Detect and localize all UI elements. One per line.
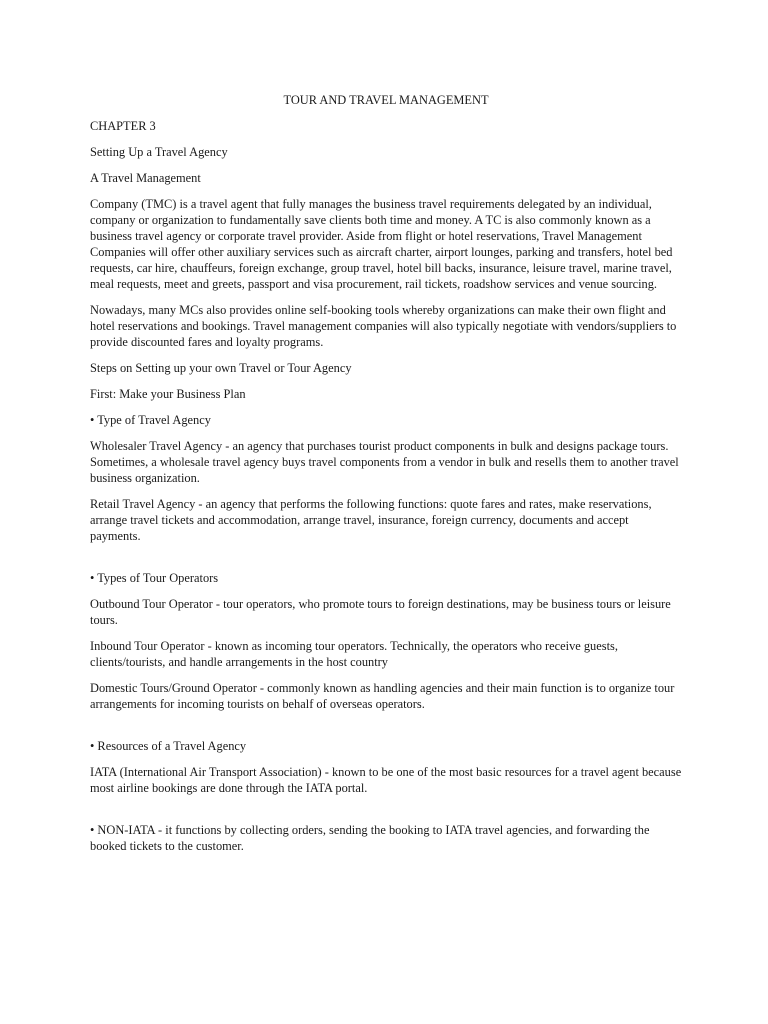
paragraph-iata: IATA (International Air Transport Association) - known to be one of the most basic resources for a travel agent because most airline bookings are done through the IATA portal. bbox=[90, 765, 682, 795]
first-step: First: Make your Business Plan bbox=[90, 387, 246, 401]
paragraph-wholesaler: Wholesaler Travel Agency - an agency that purchases tourist product components in bulk and designs package tours. Sometimes, a wholesale travel agency buys travel components from a vendor in bulk and resells them to another travel business organization. bbox=[90, 439, 679, 485]
bullet-tour-operators: • Types of Tour Operators bbox=[90, 571, 219, 585]
paragraph-nowadays: Nowadays, many MCs also provides online self-booking tools whereby organizations can make their own flight and hotel reservations and bookings. Travel management companies will also typically negotiate with vendors/suppliers to provide discounted fares and loyalty programs. bbox=[90, 303, 677, 349]
bullet-resources: • Resources of a Travel Agency bbox=[90, 739, 247, 753]
chapter-label: CHAPTER 3 bbox=[90, 119, 156, 133]
paragraph-non-iata: • NON-IATA - it functions by collecting orders, sending the booking to IATA travel agencies, and forwarding the booked tickets to the customer. bbox=[90, 823, 650, 853]
paragraph-domestic: Domestic Tours/Ground Operator - commonly known as handling agencies and their main function is to organize tour arrangements for incoming tourists on behalf of overseas operators. bbox=[90, 681, 675, 711]
section-heading: Setting Up a Travel Agency bbox=[90, 145, 228, 159]
document-title: TOUR AND TRAVEL MANAGEMENT bbox=[283, 93, 489, 107]
steps-heading: Steps on Setting up your own Travel or Tour Agency bbox=[90, 361, 352, 375]
spacer bbox=[90, 554, 682, 570]
paragraph-retail: Retail Travel Agency - an agency that performs the following functions: quote fares and rates, make reservations, arrange travel tickets and accommodation, arrange travel, insurance, foreign currency, documents and accept payments. bbox=[90, 497, 652, 543]
document-body bbox=[90, 92, 682, 864]
paragraph-inbound: Inbound Tour Operator - known as incoming tour operators. Technically, the operators who receive guests, clients/tourists, and handle arrangements in the host country bbox=[90, 639, 618, 669]
spacer bbox=[90, 806, 682, 822]
paragraph-outbound: Outbound Tour Operator - tour operators, who promote tours to foreign destinations, may be business tours or leisure tours. bbox=[90, 597, 671, 627]
subheading: A Travel Management bbox=[90, 171, 201, 185]
bullet-type-agency: • Type of Travel Agency bbox=[90, 413, 211, 427]
paragraph-tmc: Company (TMC) is a travel agent that fully manages the business travel requirements delegated by an individual, company or organization to fundamentally save clients both time and money. A TC is also commonly known as a business travel agency or corporate travel provider. Aside from flight or hotel reservations, Travel Management Companies will offer other auxiliary services such as aircraft charter, airport lounges, parking and transfers, hotel bed requests, car hire, chauffeurs, foreign exchange, group travel, hotel bill backs, insurance, leisure travel, marine travel, meal requests, meet and greets, passport and visa procurement, rail tickets, roadshow services and venue sourcing. bbox=[90, 197, 673, 291]
spacer bbox=[90, 722, 682, 738]
